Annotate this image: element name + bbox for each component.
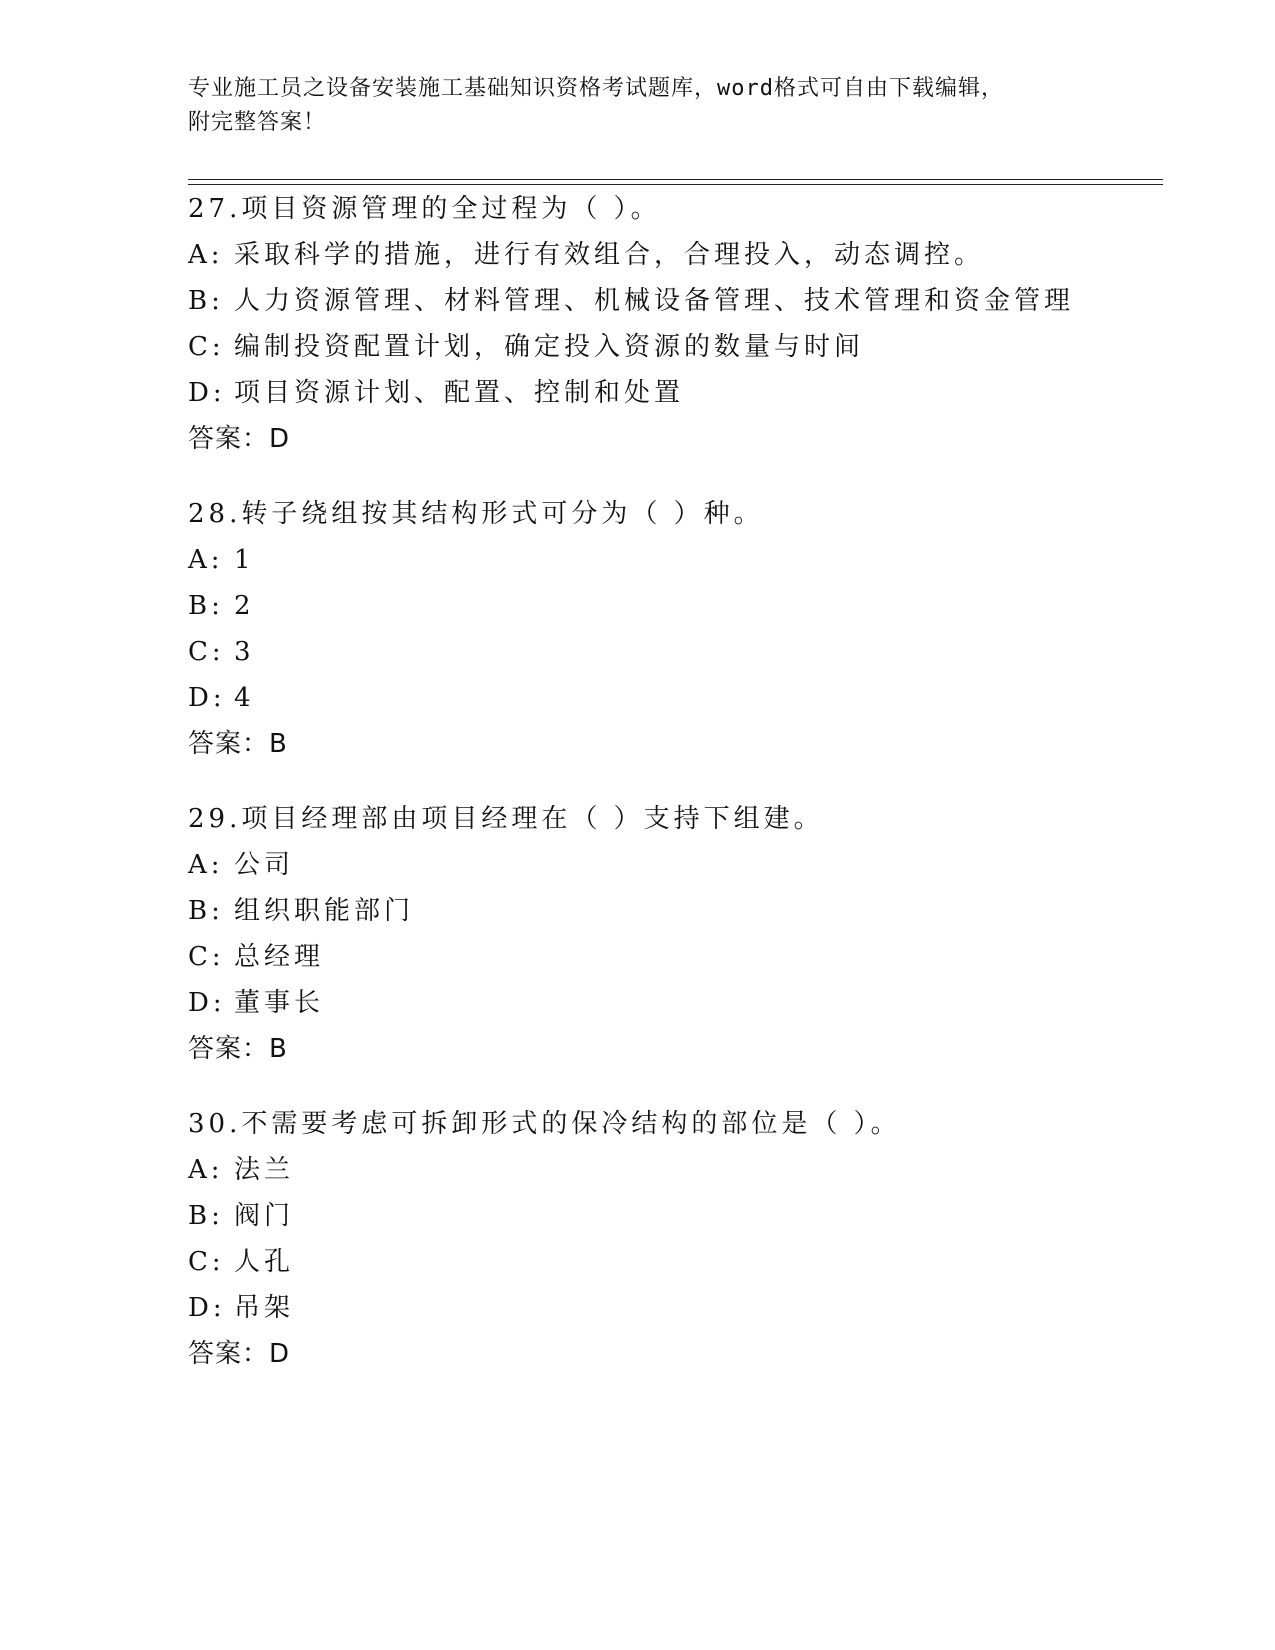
option-letter: C:	[188, 332, 225, 362]
option-letter: B:	[188, 591, 224, 621]
option-d	[188, 370, 1188, 416]
option-letter: C:	[188, 942, 225, 972]
option-text: 吊架	[234, 1293, 295, 1323]
option-text: 组织职能部门	[234, 896, 415, 926]
option-text: 公司	[234, 850, 295, 880]
document-header	[188, 72, 1088, 140]
option-text: 总经理	[234, 942, 325, 972]
option-letter: B:	[188, 896, 224, 926]
answer-label: 答案：D	[188, 1339, 291, 1369]
option-a	[188, 232, 1188, 278]
option-text: 阀门	[234, 1201, 295, 1231]
header-line-2: 附完整答案！	[188, 110, 327, 135]
option-b	[188, 1193, 1188, 1239]
header-line-1: 专业施工员之设备安装施工基础知识资格考试题库，word格式可自由下载编辑，	[188, 76, 1004, 101]
header-divider-bottom	[188, 184, 1163, 185]
question-block	[188, 491, 1188, 767]
option-d	[188, 980, 1188, 1026]
option-a	[188, 842, 1188, 888]
option-text: 采取科学的措施，进行有效组合，合理投入，动态调控。	[234, 240, 985, 270]
option-letter: C:	[188, 637, 225, 667]
answer-label: 答案：B	[188, 1034, 288, 1064]
option-letter: B:	[188, 286, 224, 316]
option-letter: D:	[188, 1293, 226, 1323]
option-letter: D:	[188, 988, 226, 1018]
option-c	[188, 1239, 1188, 1285]
option-letter: A:	[188, 1155, 224, 1185]
option-b	[188, 583, 1188, 629]
option-d	[188, 675, 1188, 721]
option-b	[188, 888, 1188, 934]
question-stem: 28.转子绕组按其结构形式可分为（ ）种。	[188, 499, 764, 529]
option-b	[188, 278, 1188, 324]
option-c	[188, 629, 1188, 675]
header-divider-top	[188, 179, 1163, 180]
option-letter: D:	[188, 378, 226, 408]
option-letter: B:	[188, 1201, 224, 1231]
answer-label: 答案：B	[188, 729, 288, 759]
option-letter: D:	[188, 683, 226, 713]
option-text: 4	[234, 683, 255, 713]
option-a	[188, 537, 1188, 583]
option-text: 法兰	[234, 1155, 295, 1185]
question-stem: 29.项目经理部由项目经理在（ ）支持下组建。	[188, 804, 824, 834]
option-c	[188, 324, 1188, 370]
answer-label: 答案：D	[188, 424, 291, 454]
option-d	[188, 1285, 1188, 1331]
question-block	[188, 796, 1188, 1072]
option-text: 项目资源计划、配置、控制和处置	[234, 378, 685, 408]
option-text: 3	[234, 637, 255, 667]
option-letter: C:	[188, 1247, 225, 1277]
question-block	[188, 186, 1188, 462]
option-c	[188, 934, 1188, 980]
option-letter: A:	[188, 240, 224, 270]
question-block	[188, 1101, 1188, 1377]
option-text: 人孔	[234, 1247, 295, 1277]
option-text: 人力资源管理、材料管理、机械设备管理、技术管理和资金管理	[234, 286, 1075, 316]
option-text: 编制投资配置计划，确定投入资源的数量与时间	[234, 332, 865, 362]
option-letter: A:	[188, 850, 224, 880]
option-letter: A:	[188, 545, 224, 575]
option-text: 2	[234, 591, 255, 621]
question-stem: 27.项目资源管理的全过程为（ ）。	[188, 194, 661, 224]
option-a	[188, 1147, 1188, 1193]
question-stem: 30.不需要考虑可拆卸形式的保冷结构的部位是（ ）。	[188, 1109, 901, 1139]
option-text: 1	[234, 545, 255, 575]
option-text: 董事长	[234, 988, 325, 1018]
